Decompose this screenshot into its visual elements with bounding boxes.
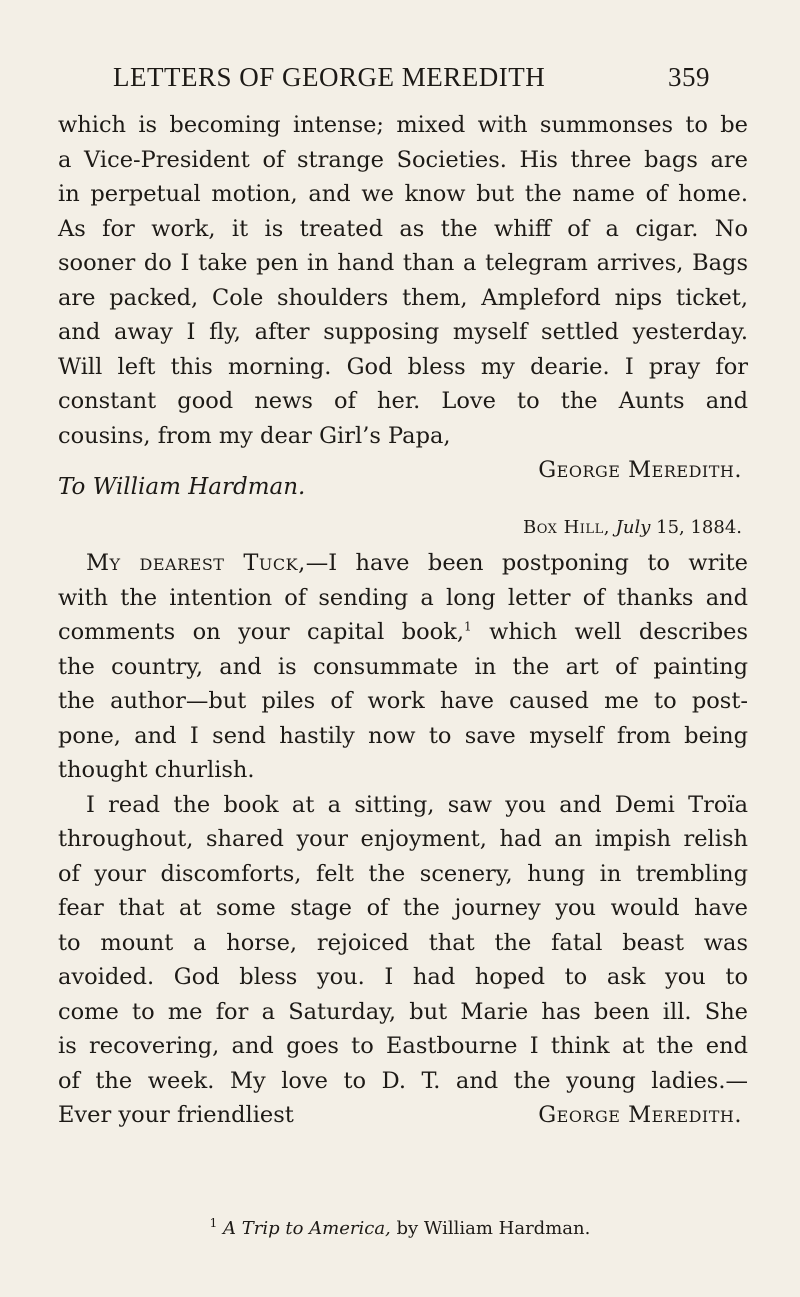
closing-line bbox=[58, 1098, 748, 1133]
text-line: I read the book at a sitting, saw you and Demi Troïa bbox=[86, 791, 748, 818]
text-line: comments on your capital book,$^1$ which well describes bbox=[58, 619, 748, 645]
signature: George Meredith. bbox=[538, 457, 742, 483]
page-number: 359 bbox=[668, 62, 710, 92]
text-line: of your discomforts, felt the scenery, hung in trembling bbox=[58, 860, 748, 887]
text-line: of the week. My love to D. T. and the young ladies.— bbox=[58, 1067, 748, 1094]
text-line: is recovering, and goes to Eastbourne I think at the end bbox=[58, 1033, 748, 1059]
text-line: come to me for a Saturday, but Marie has been ill. She bbox=[58, 998, 748, 1025]
dateline-place: Box Hill, bbox=[522, 517, 610, 538]
text-line: with the intention of sending a long letter of thanks and bbox=[58, 584, 748, 611]
running-head-title: LETTERS OF GEORGE MEREDITH bbox=[113, 62, 546, 92]
text-line: the author—but piles of work have caused me to post- bbox=[58, 688, 748, 714]
text-line: As for work, it is treated as the whiff of a cigar. No bbox=[58, 215, 748, 242]
text-line: constant good news of her. Love to the Aunts and bbox=[58, 388, 748, 414]
letter-heading: To William Hardman. bbox=[58, 474, 306, 500]
text-line: throughout, shared your enjoyment, had an impish relish bbox=[58, 826, 748, 852]
dateline-date: 15, 1884. bbox=[650, 517, 742, 538]
text-line: pone, and I send hastily now to save myself from being bbox=[58, 722, 748, 749]
text-line: cousins, from my dear Girl’s Papa, bbox=[58, 422, 451, 449]
closing: Ever your friendliest bbox=[58, 1102, 294, 1128]
signature: George Meredith. bbox=[538, 1102, 742, 1128]
text-line: fear that at some stage of the journey you would have bbox=[58, 895, 748, 921]
text-line: in perpetual motion, and we know but the name of home. bbox=[58, 181, 748, 207]
text-line: which is becoming intense; mixed with summonses to be bbox=[58, 112, 748, 138]
text-line: My dearest Tuck,—I have been postponing to write bbox=[86, 550, 748, 576]
footnote-marker: 1 bbox=[209, 1216, 218, 1230]
text-line: Will left this morning. God bless my dearie. I pray for bbox=[58, 353, 748, 380]
footnote bbox=[0, 1218, 800, 1239]
text-line: and away I fly, after supposing myself settled yesterday. bbox=[58, 319, 748, 345]
text-line: to mount a horse, rejoiced that the fatal beast was bbox=[58, 929, 748, 956]
footnote-title: A Trip to America, bbox=[223, 1218, 391, 1239]
text-line: the country, and is consummate in the art of painting bbox=[58, 653, 748, 680]
text-line: thought churlish. bbox=[58, 757, 255, 783]
dateline-month: July bbox=[615, 517, 651, 538]
text-line: sooner do I take pen in hand than a telegram arrives, Bags bbox=[58, 250, 748, 276]
running-head bbox=[113, 62, 710, 96]
text-line: avoided. God bless you. I had hoped to ask you to bbox=[58, 964, 748, 990]
letter-two-text bbox=[58, 546, 748, 1133]
letter-one-text bbox=[58, 108, 748, 488]
text-line: are packed, Cole shoulders them, Ampleford nips ticket, bbox=[58, 284, 748, 311]
salutation: My dearest Tuck, bbox=[86, 550, 306, 576]
footnote-text: by William Hardman. bbox=[390, 1218, 591, 1239]
text-line: a Vice-President of strange Societies. His three bags are bbox=[58, 146, 748, 173]
dateline bbox=[523, 517, 742, 538]
footnote-ref: 1 bbox=[464, 619, 472, 634]
